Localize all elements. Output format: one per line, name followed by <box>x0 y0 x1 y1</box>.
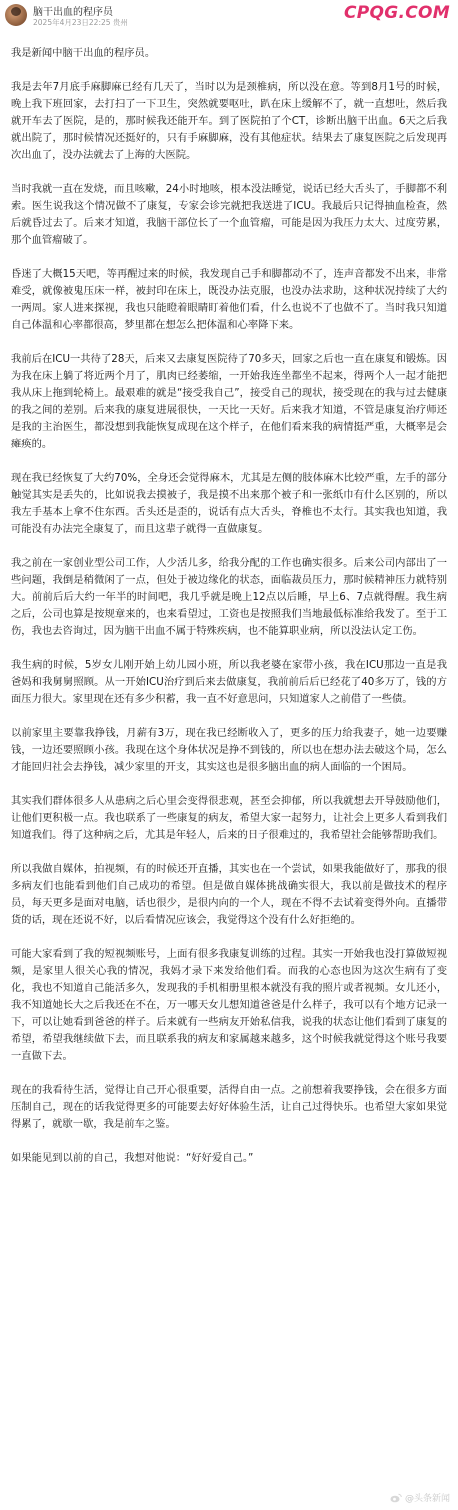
paragraph: 我生病的时候，5岁女儿刚开始上幼儿园小班，所以我老婆在家带小孩，我在ICU那边一直是我爸妈和我舅舅照顾。从一开始ICU治疗到后来去做康复，我前前后后已经花了40多万了，钱的方面压力很大。家里现在还有多少积蓄，我一直不好意思问，只知道家人之前借了一些债。 <box>11 659 447 705</box>
post-header <box>0 0 458 30</box>
avatar[interactable] <box>5 4 27 26</box>
post-meta: 2025年4月23日22:25 贵州 <box>33 18 128 27</box>
paragraph: 昏迷了大概15天吧，等再醒过来的时候，我发现自己手和脚都动不了，连声音都发不出来，非常难受，就像被鬼压床一样，被封印在床上，既没办法克服，也没办法求助，这种状况持续了大约一两周。家人进来探视，我也只能瞪着眼睛盯着他们看，什么也说不了也做不了。当时我只知道自己体温和心率都很高，梦里都在想怎么把体温和心率降下来。 <box>11 268 447 331</box>
article-body <box>11 45 447 1184</box>
weibo-icon <box>390 1493 402 1503</box>
paragraph: 现在的我看待生活，觉得让自己开心很重要，活得自由一点。之前想着我要挣钱，会在很多方面压制自己，现在的话我觉得更多的可能要去好好体验生活，让自己过得快乐。也希望大家如果觉得累了，就歇一歇，我是前车之鉴。 <box>11 1084 447 1130</box>
paragraph: 我是新闻中脑干出血的程序员。 <box>11 47 156 59</box>
paragraph: 所以我做自媒体，拍视频，有的时候还开直播，其实也在一个尝试，如果我能做好了，那我的很多病友们也能看到他们自己成功的希望。但是做自媒体挑战确实很大，我以前是做技术的程序员，每天更多是面对电脑，话也很少，是很内向的一个人，现在不得不去试着变得外向。直播带货的话，现在还说不好，以后看情况应该会，我觉得这个没有什么好拒绝的。 <box>11 863 447 926</box>
watermark <box>390 1491 450 1504</box>
paragraph: 我前后在ICU一共待了28天，后来又去康复医院待了70多天，回家之后也一直在康复和锻炼。因为我在床上躺了将近两个月了，肌肉已经萎缩，一开始我连坐都坐不起来，得两个人一起才能把我从床上拖到轮椅上。最艰难的就是“接受我自己”，接受自己的现状，接受现在的我与过去健康的我之间的差别。后来我的康复进展很快，一天比一天好。后来我才知道，不管是康复治疗师还是我的主治医生，都没想到我能恢复成现在这个样子，在他们看来我的病情挺严重，大概率是会瘫痪的。 <box>11 353 447 450</box>
paragraph: 其实我们群体很多人从患病之后心里会变得很悲观，甚至会抑郁，所以我就想去开导鼓励他们，让他们更积极一点。我也联系了一些康复的病友，希望大家一起努力，让社会上更多人看到我们知道我们。得了这种病之后，尤其是年轻人，后来的日子很难过的，我希望社会能够帮助我们。 <box>11 795 447 841</box>
paragraph: 当时我就一直在发烧，而且咳嗽，24小时地咳，根本没法睡觉，说话已经大舌头了，手脚都不利索。医生说我这个情况做不了康复，专家会诊完就把我送进了ICU。我最后只记得抽血检查，然后就昏过去了。后来才知道，我脑干部位长了一个血管瘤，可能是因为我压力太大、过度劳累，那个血管瘤破了。 <box>11 183 447 246</box>
author-name[interactable]: 脑干出血的程序员 <box>33 7 113 18</box>
paragraph: 现在我已经恢复了大约70%，全身还会觉得麻木，尤其是左侧的肢体麻木比较严重，左手的部分触觉其实是丢失的，比如说我去摸被子，我是摸不出来那个被子和一张纸巾有什么区别的，所以我左手基本上拿不住东西。舌头还是歪的，说话有点大舌头，脊椎也不太行。其实我也知道，我可能没有办法完全康复了，而且这辈子就得一直做康复。 <box>11 472 447 535</box>
paragraph: 可能大家看到了我的短视频账号，上面有很多我康复训练的过程。其实一开始我也没打算做短视频，是家里人很关心我的情况，我妈才录下来发给他们看。而我的心态也因为这次生病有了变化，我也不知道自己能活多久，发现我的手机相册里根本就没有我的照片或者视频。女儿还小，我不知道她长大之后我还在不在，万一哪天女儿想知道爸爸是什么样子，我可以有个地方记录一下，可以让她看到爸爸的样子。后来就有一些病友开始私信我，说我的状态让他们看到了康复的希望，希望我继续做下去，而且联系我的病友和家属越来越多，这个时候我就觉得这个账号我要一直做下去。 <box>11 948 447 1062</box>
paragraph: 如果能见到以前的自己，我想对他说：“好好爱自己。” <box>11 1152 254 1164</box>
paragraph: 以前家里主要靠我挣钱，月薪有3万，现在我已经断收入了，更多的压力给我妻子，她一边要赚钱，一边还要照顾小孩。我现在这个身体状况是挣不到钱的，所以也在想办法去破这个局，怎么才能回归社会去挣钱，减少家里的开支，其实这也是很多脑出血的病人面临的一个困局。 <box>11 727 447 773</box>
watermark-text: @头条新闻 <box>404 1494 450 1504</box>
paragraph: 我之前在一家创业型公司工作，人少活儿多，给我分配的工作也确实很多。后来公司内部出了一些问题，我倒是稍微闲了一点，但处于被边缘化的状态，面临裁员压力，那时候精神压力就特别大。前前后后大约一年半的时间吧，我几乎就是晚上12点以后睡，早上6、7点就得醒。我生病之后，公司也算是按规章来的，也来看望过，工资也是按照我们当地最低标准给我发了。至于工伤，我也去咨询过，因为脑干出血不属于特殊疾病，也不能算职业病，所以没法认定工伤。 <box>11 557 447 637</box>
brand-logo: CPQG.COM <box>343 3 450 23</box>
paragraph: 我是去年7月底手麻脚麻已经有几天了，当时以为是颈椎病，所以没在意。等到8月1号的时候，晚上我下班回家，去打扫了一下卫生，突然就要呕吐，趴在床上缓解不了，就一直想吐，然后我就开车去了医院，是的，那时候我还能开车。到了医院拍了个CT，诊断出脑干出血。6天之后我就出院了，那时候情况还挺好的，只有手麻脚麻，没有其他症状。结果去了康复医院之后发现再次出血了，没办法就去了上海的大医院。 <box>11 81 447 161</box>
